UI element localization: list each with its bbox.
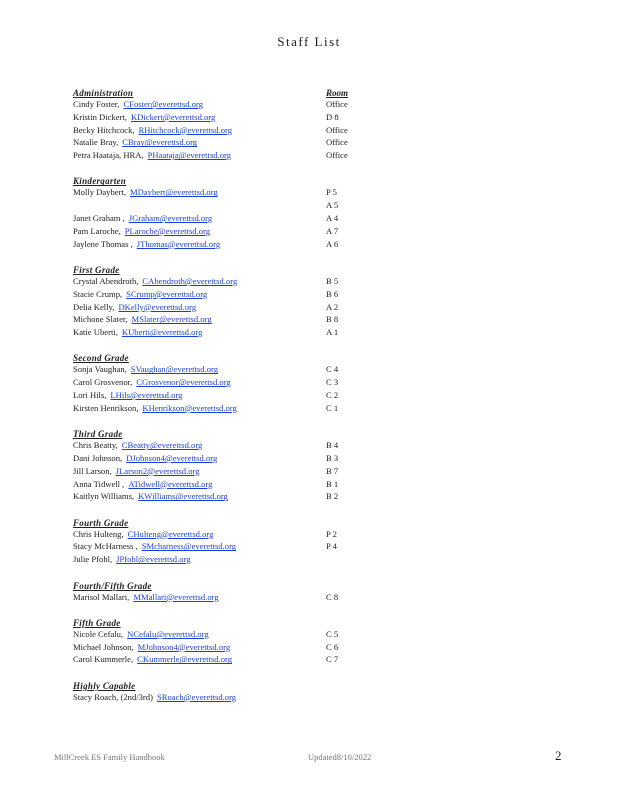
staff-email-link[interactable]: JThomas@everettsd.org [136, 238, 221, 249]
staff-room: P 4 [326, 541, 337, 552]
staff-name: Jill Larson, [73, 465, 112, 476]
staff-name: Michael Johnson, [73, 641, 134, 652]
staff-email-link[interactable]: CBeatty@everettsd.org [121, 440, 203, 451]
staff-row [73, 452, 373, 465]
staff-name: Crystal Abendroth, [73, 275, 139, 286]
staff-row [73, 313, 373, 326]
staff-name: Katie Uberti, [73, 327, 118, 338]
staff-email-link[interactable]: MMallari@everettsd.org [133, 591, 219, 602]
staff-email-link[interactable]: KHenrikson@everettsd.org [142, 402, 237, 413]
staff-name: Kristin Dickert, [73, 111, 127, 122]
staff-room: D 8 [326, 111, 339, 122]
staff-email-link[interactable]: MJohnson4@everettsd.org [137, 641, 231, 652]
staff-email-link[interactable]: KUberti@everettsd.org [121, 327, 203, 338]
staff-section [73, 88, 373, 162]
staff-email-link[interactable]: CAbendroth@everettsd.org [142, 275, 238, 286]
staff-name: Michone Slater, [73, 314, 128, 325]
staff-room: Office [326, 124, 348, 135]
staff-email-link[interactable]: KWilliams@everettsd.org [138, 491, 228, 502]
staff-name: Jaylene Thomas , [73, 238, 133, 249]
staff-email-link[interactable]: PLaroche@everettsd.org [124, 225, 211, 236]
staff-email-link[interactable]: KDickert@everettsd.org [130, 111, 216, 122]
staff-email-link[interactable]: LHils@everettsd.org [110, 390, 183, 401]
staff-section [73, 353, 373, 414]
staff-name: Molly Daybert, [73, 187, 126, 198]
staff-name: Becky Hitchcock, [73, 124, 135, 135]
staff-room: Office [326, 137, 348, 148]
staff-row [73, 389, 373, 402]
section-heading: Fifth Grade [73, 617, 121, 628]
page-title: Staff List [277, 34, 341, 49]
staff-room: B 5 [326, 275, 339, 286]
staff-row [73, 199, 373, 212]
staff-row [73, 149, 373, 162]
staff-email-link[interactable]: JGraham@everettsd.org [128, 213, 213, 224]
staff-section [73, 265, 373, 339]
staff-row [73, 98, 373, 111]
staff-room: A 2 [326, 301, 339, 312]
staff-name: Nicole Cefalu, [73, 628, 124, 639]
staff-email-link[interactable]: SRoach@everettsd.org [156, 691, 237, 702]
staff-room: P 2 [326, 528, 337, 539]
section-heading: First Grade [73, 264, 120, 275]
staff-section [73, 618, 373, 666]
staff-row [73, 402, 373, 415]
section-heading: Fourth/Fifth Grade [73, 580, 152, 591]
staff-name: Stacy McHarness , [73, 541, 138, 552]
staff-sections [73, 88, 373, 718]
staff-room: B 3 [326, 452, 339, 463]
staff-room: C 2 [326, 390, 339, 401]
staff-name: Anna Tidwell , [73, 478, 125, 489]
staff-name: Natalie Bray, [73, 137, 119, 148]
staff-email-link[interactable]: CHulteng@everettsd.org [127, 528, 214, 539]
staff-name: Kirsten Henrikson, [73, 402, 139, 413]
staff-email-link[interactable]: MDaybert@everettsd.org [130, 187, 218, 198]
staff-room: C 6 [326, 641, 339, 652]
staff-name: Julie Pfohl, [73, 554, 113, 565]
staff-room: Office [326, 99, 348, 109]
staff-row [73, 238, 373, 251]
staff-room: A 7 [326, 225, 339, 236]
staff-room: B 2 [326, 491, 339, 502]
staff-row [73, 212, 373, 225]
staff-section [73, 429, 373, 503]
staff-row [73, 528, 373, 541]
staff-name: Petra Haataja, HRA, [73, 150, 144, 161]
staff-row [73, 136, 373, 149]
staff-email-link[interactable]: CGrosvenor@everettsd.org [136, 377, 231, 388]
room-column-header: Room [326, 88, 349, 98]
staff-room: C 7 [326, 654, 339, 665]
section-heading: Third Grade [73, 429, 123, 440]
staff-name: Cindy Foster, [73, 99, 120, 109]
staff-name: Lori Hils, [73, 390, 107, 401]
section-heading: Highly Capable [73, 680, 136, 691]
staff-name: Chris Hulteng, [73, 528, 124, 539]
staff-row [73, 326, 373, 339]
footer-updated-date: Updated8/10/2022 [308, 752, 372, 762]
staff-name: Pam Laroche, [73, 225, 121, 236]
section-heading: Administration [73, 88, 134, 98]
staff-room: C 1 [326, 402, 339, 413]
staff-email-link[interactable]: PHaataja@everettsd.org [147, 150, 232, 161]
staff-room: B 6 [326, 288, 339, 299]
staff-row [73, 225, 373, 238]
staff-name: Sonja Vaughan, [73, 364, 127, 375]
staff-email-link[interactable]: RHitchcock@everettsd.org [138, 124, 233, 135]
staff-name: Stacy Roach, (2nd/3rd) [73, 691, 153, 702]
page-number: 2 [555, 748, 562, 763]
staff-row [73, 301, 373, 314]
staff-room: C 3 [326, 377, 339, 388]
staff-room: B 4 [326, 440, 339, 451]
staff-room: Office [326, 150, 348, 161]
staff-room: A 6 [326, 238, 339, 249]
footer-handbook-title: MillCreek ES Family Handbook [54, 752, 165, 762]
staff-room: C 5 [326, 628, 339, 639]
staff-email-link[interactable]: DKelly@everettsd.org [118, 301, 197, 312]
staff-room: P 5 [326, 187, 337, 198]
staff-section [73, 681, 373, 704]
staff-name: Delia Kelly, [73, 301, 115, 312]
staff-row [73, 363, 373, 376]
staff-room: B 7 [326, 465, 339, 476]
staff-row [73, 465, 373, 478]
staff-name: Janet Graham , [73, 213, 125, 224]
staff-room: B 1 [326, 478, 339, 489]
staff-email-link[interactable]: JLarson2@everettsd.org [115, 465, 200, 476]
staff-email-link[interactable]: SVaughan@everettsd.org [130, 364, 219, 375]
staff-row [73, 691, 373, 704]
staff-email-link[interactable]: CKummerle@everettsd.org [137, 654, 233, 665]
staff-name: Marisol Mallari, [73, 591, 130, 602]
staff-email-link[interactable]: MSlater@everettsd.org [131, 314, 212, 325]
staff-row [73, 186, 373, 199]
staff-room: B 8 [326, 314, 339, 325]
section-heading: Second Grade [73, 353, 129, 364]
staff-name: Carol Grosvenor, [73, 377, 133, 388]
staff-room: C 8 [326, 591, 339, 602]
staff-email-link[interactable]: CBray@everettsd.org [122, 137, 198, 148]
staff-email-link[interactable]: CFoster@everettsd.org [123, 99, 204, 109]
staff-row [73, 275, 373, 288]
section-heading: Kindergarten [73, 176, 127, 187]
staff-row [73, 653, 373, 666]
staff-row [73, 553, 373, 566]
staff-email-link[interactable]: ATidwell@everettsd.org [128, 478, 213, 489]
staff-section [73, 176, 373, 250]
section-heading: Fourth Grade [73, 517, 129, 528]
staff-email-link[interactable]: SMcharness@everettsd.org [141, 541, 237, 552]
staff-row [73, 376, 373, 389]
staff-email-link[interactable]: JPfohl@everettsd.org [116, 554, 191, 565]
staff-section [73, 581, 373, 604]
staff-name: Carol Kummerle, [73, 654, 134, 665]
staff-email-link[interactable]: SCrump@everettsd.org [126, 288, 208, 299]
staff-row [73, 628, 373, 641]
staff-name: Kaitlyn Williams, [73, 491, 135, 502]
staff-email-link[interactable]: DJohnson4@everettsd.org [126, 452, 218, 463]
staff-room: C 4 [326, 364, 339, 375]
staff-row [73, 478, 373, 491]
staff-room: A 1 [326, 327, 339, 338]
staff-row [73, 641, 373, 654]
staff-row [73, 124, 373, 137]
staff-room: A 5 [326, 200, 339, 211]
staff-row [73, 591, 373, 604]
staff-name: Dani Johnson, [73, 452, 123, 463]
staff-row [73, 111, 373, 124]
staff-email-link[interactable]: NCefalu@everettsd.org [127, 628, 209, 639]
staff-name: Chris Beatty, [73, 440, 118, 451]
staff-room: A 4 [326, 213, 339, 224]
staff-row [73, 288, 373, 301]
staff-row [73, 439, 373, 452]
staff-name: Stacie Crump, [73, 288, 123, 299]
staff-row [73, 540, 373, 553]
staff-section [73, 518, 373, 566]
staff-row [73, 490, 373, 503]
